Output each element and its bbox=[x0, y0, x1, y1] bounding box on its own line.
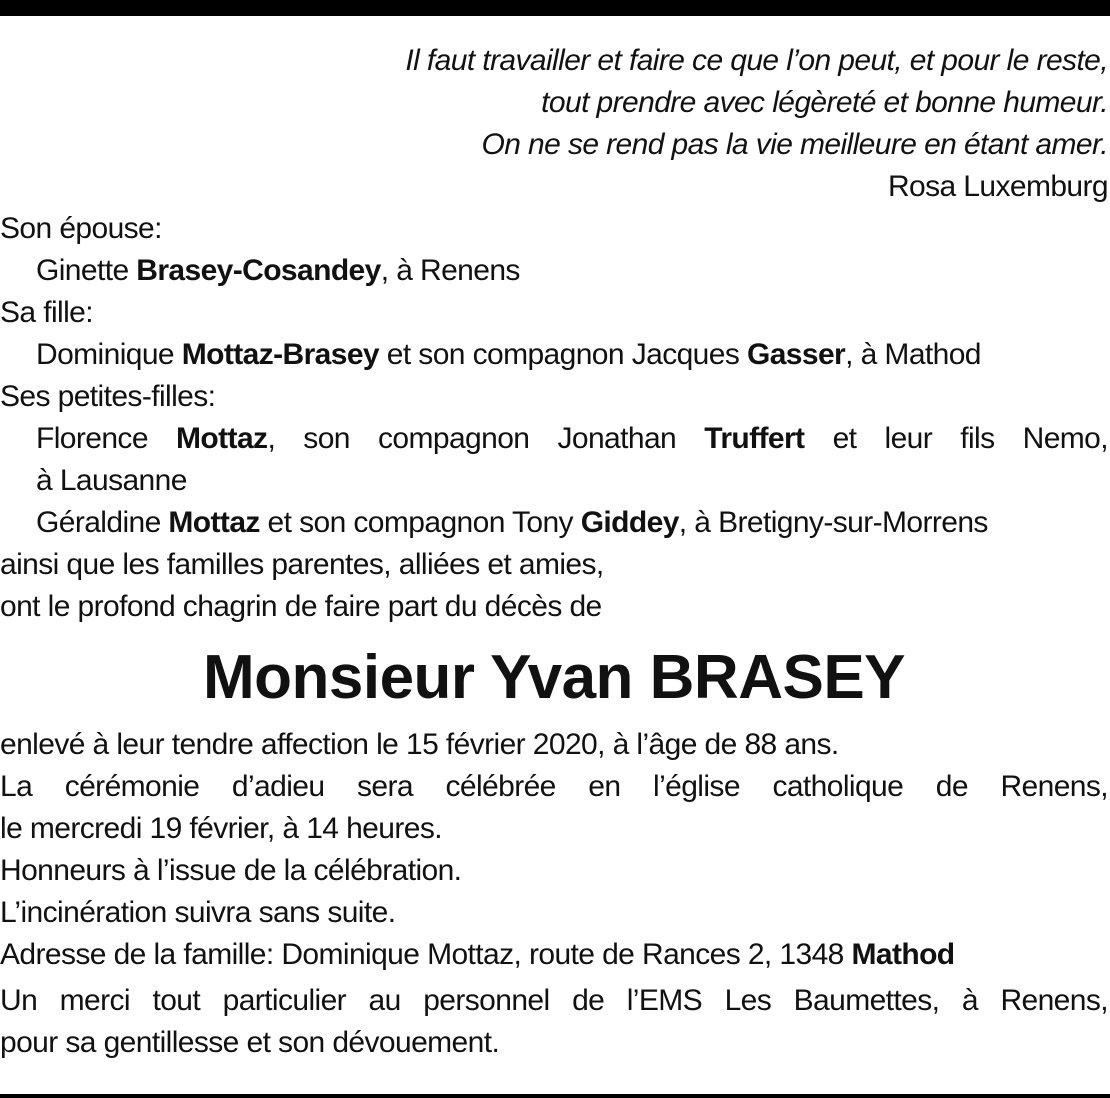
granddaughter-2-entry bbox=[0, 502, 1108, 544]
detail-line-2: La cérémonie d’adieu sera célébrée en l’église catholique de Renens, bbox=[0, 770, 1108, 803]
granddaughter-1-location: à Lausanne bbox=[36, 464, 187, 497]
spouse-last-name: Brasey-Cosandey bbox=[136, 254, 381, 287]
top-border-rule bbox=[0, 0, 1110, 16]
spouse-label: Son épouse: bbox=[0, 212, 162, 245]
daughter-location: , à Mathod bbox=[845, 338, 981, 371]
daughter-last-name: Mottaz-Brasey bbox=[181, 338, 379, 371]
quote-line-1: Il faut travailler et faire ce que l’on peut, et pour le reste, bbox=[405, 44, 1108, 77]
spouse-first-name: Ginette bbox=[36, 254, 137, 287]
detail-line-5: L’incinération suivra sans suite. bbox=[0, 896, 396, 929]
family-address-text: Adresse de la famille: Dominique Mottaz, route de Rances 2, 1348 bbox=[0, 938, 852, 971]
granddaughter-1-partner-text: , son compagnon Jonathan bbox=[267, 422, 705, 455]
granddaughter-2-partner-text: et son compagnon Tony bbox=[259, 506, 581, 539]
quote-author: Rosa Luxemburg bbox=[887, 170, 1108, 203]
granddaughter-2-first-name: Géraldine bbox=[36, 506, 169, 539]
deceased-name: Monsieur Yvan BRASEY bbox=[202, 643, 906, 712]
daughter-label: Sa fille: bbox=[0, 296, 93, 329]
thanks-line-2: pour sa gentillesse et son dévouement. bbox=[0, 1026, 500, 1059]
granddaughter-1-partner-last-name: Truffert bbox=[704, 422, 805, 455]
granddaughter-1-entry bbox=[0, 418, 1108, 460]
spouse-location: , à Renens bbox=[380, 254, 520, 287]
detail-line-3: le mercredi 19 février, à 14 heures. bbox=[0, 812, 442, 845]
quote-line-2: tout prendre avec légèreté et bonne humeur. bbox=[541, 86, 1108, 119]
daughter-partner-text: et son compagnon Jacques bbox=[379, 338, 747, 371]
daughter-first-name: Dominique bbox=[36, 338, 182, 371]
bottom-border-rule bbox=[0, 1094, 1110, 1098]
family-address-city: Mathod bbox=[851, 938, 955, 971]
granddaughter-2-partner-last-name: Giddey bbox=[580, 506, 679, 539]
daughter-partner-last-name: Gasser bbox=[746, 338, 846, 371]
obituary-notice bbox=[0, 40, 1108, 1064]
detail-line-1: enlevé à leur tendre affection le 15 février 2020, à l’âge de 88 ans. bbox=[0, 728, 839, 761]
family-address bbox=[0, 934, 1108, 976]
granddaughter-1-child-text: et leur fils Nemo, bbox=[804, 422, 1108, 455]
granddaughter-1-last-name: Mottaz bbox=[176, 422, 268, 455]
daughter-entry bbox=[0, 334, 1108, 376]
spouse-entry bbox=[0, 250, 1108, 292]
thanks-line-1: Un merci tout particulier au personnel de l’EMS Les Baumettes, à Renens, bbox=[0, 984, 1108, 1017]
detail-line-4: Honneurs à l’issue de la célébration. bbox=[0, 854, 462, 887]
quote-line-3: On ne se rend pas la vie meilleure en étant amer. bbox=[481, 128, 1108, 161]
granddaughters-label: Ses petites-filles: bbox=[0, 380, 216, 413]
granddaughter-2-last-name: Mottaz bbox=[168, 506, 260, 539]
granddaughter-1-first-name: Florence bbox=[36, 422, 177, 455]
relatives-line: ainsi que les familles parentes, alliées et amies, bbox=[0, 548, 604, 581]
announcement-line: ont le profond chagrin de faire part du décès de bbox=[0, 590, 602, 623]
granddaughter-2-location: , à Bretigny-sur-Morrens bbox=[678, 506, 988, 539]
